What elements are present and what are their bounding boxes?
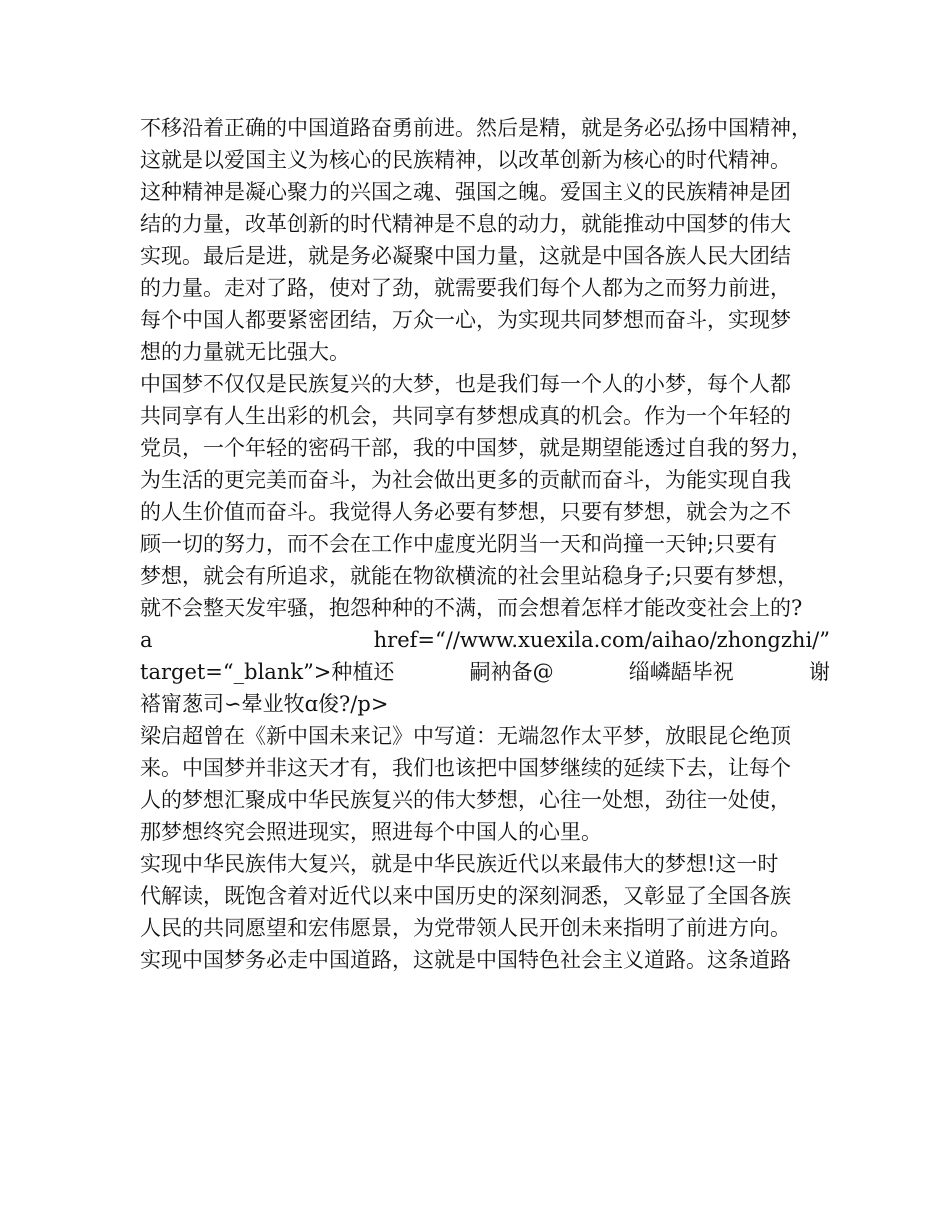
- text-line: 的力量。走对了路，使对了劲，就需要我们每个人都为之而努力前进，: [140, 276, 791, 300]
- garbled-link-fragment: a: [140, 628, 153, 652]
- text-line: 实现中华民族伟大复兴，就是中华民族近代以来最伟大的梦想!这一时: [140, 852, 779, 876]
- text-line: 的人生价值而奋斗。我觉得人务必要有梦想，只要有梦想，就会为之不: [140, 500, 791, 524]
- text-line: 党员，一个年轻的密码干部，我的中国梦，就是期望能透过自我的努力，: [140, 436, 812, 460]
- garbled-link-line: [140, 624, 830, 656]
- text-line: 梁启超曾在《新中国未来记》中写道：无端忽作太平梦，放眼昆仑绝顶: [140, 724, 791, 748]
- garbled-link-line: 褡甯葱司∽晕业牧ɑ俊?/p>: [140, 692, 389, 716]
- text-line: 共同享有人生出彩的机会，共同享有梦想成真的机会。作为一个年轻的: [140, 404, 791, 428]
- text-line: 代解读，既饱含着对近代以来中国历史的深刻洞悉，又彰显了全国各族: [140, 884, 791, 908]
- garbled-link-fragment: 谢: [808, 660, 830, 684]
- text-line: 就不会整天发牢骚，抱怨种种的不满，而会想着怎样才能改变社会上的?: [140, 596, 803, 620]
- document-body: [140, 112, 830, 976]
- text-line: 人民的共同愿望和宏伟愿景，为党带领人民开创未来指明了前进方向。: [140, 916, 791, 940]
- garbled-link-fragment: target=“_blank”>种植还: [140, 660, 395, 684]
- text-line: 每个中国人都要紧密团结，万众一心，为实现共同梦想而奋斗，实现梦: [140, 308, 791, 332]
- text-line: 那梦想终究会照进现实，照进每个中国人的心里。: [140, 820, 602, 844]
- garbled-link-line: [140, 656, 830, 688]
- text-line: 顾一切的努力，而不会在工作中虚度光阴当一天和尚撞一天钟;只要有: [140, 532, 778, 556]
- text-line: 结的力量，改革创新的时代精神是不息的动力，就能推动中国梦的伟大: [140, 212, 791, 236]
- text-line: 实现中国梦务必走中国道路，这就是中国特色社会主义道路。这条道路: [140, 948, 791, 972]
- text-line: 为生活的更完美而奋斗，为社会做出更多的贡献而奋斗，为能实现自我: [140, 468, 791, 492]
- text-line: 不移沿着正确的中国道路奋勇前进。然后是精，就是务必弘扬中国精神，: [140, 116, 812, 140]
- text-line: 梦想，就会有所追求，就能在物欲横流的社会里站稳身子;只要有梦想，: [140, 564, 799, 588]
- text-line: 实现。最后是进，就是务必凝聚中国力量，这就是中国各族人民大团结: [140, 244, 791, 268]
- text-line: 想的力量就无比强大。: [140, 340, 350, 364]
- text-line: 这种精神是凝心聚力的兴国之魂、强国之魄。爱国主义的民族精神是团: [140, 180, 791, 204]
- garbled-link-fragment: 缁嶙龉毕祝: [628, 660, 734, 684]
- text-line: 这就是以爱国主义为核心的民族精神，以改革创新为核心的时代精神。: [140, 148, 791, 172]
- garbled-link-fragment: 嗣衲备@: [469, 660, 554, 684]
- text-line: 来。中国梦并非这天才有，我们也该把中国梦继续的延续下去，让每个: [140, 756, 791, 780]
- garbled-link-fragment: href=“//www.xuexila.com/aihao/zhongzhi/”: [373, 628, 830, 652]
- text-line: 中国梦不仅仅是民族复兴的大梦，也是我们每一个人的小梦，每个人都: [140, 372, 791, 396]
- text-line: 人的梦想汇聚成中华民族复兴的伟大梦想，心往一处想，劲往一处使，: [140, 788, 791, 812]
